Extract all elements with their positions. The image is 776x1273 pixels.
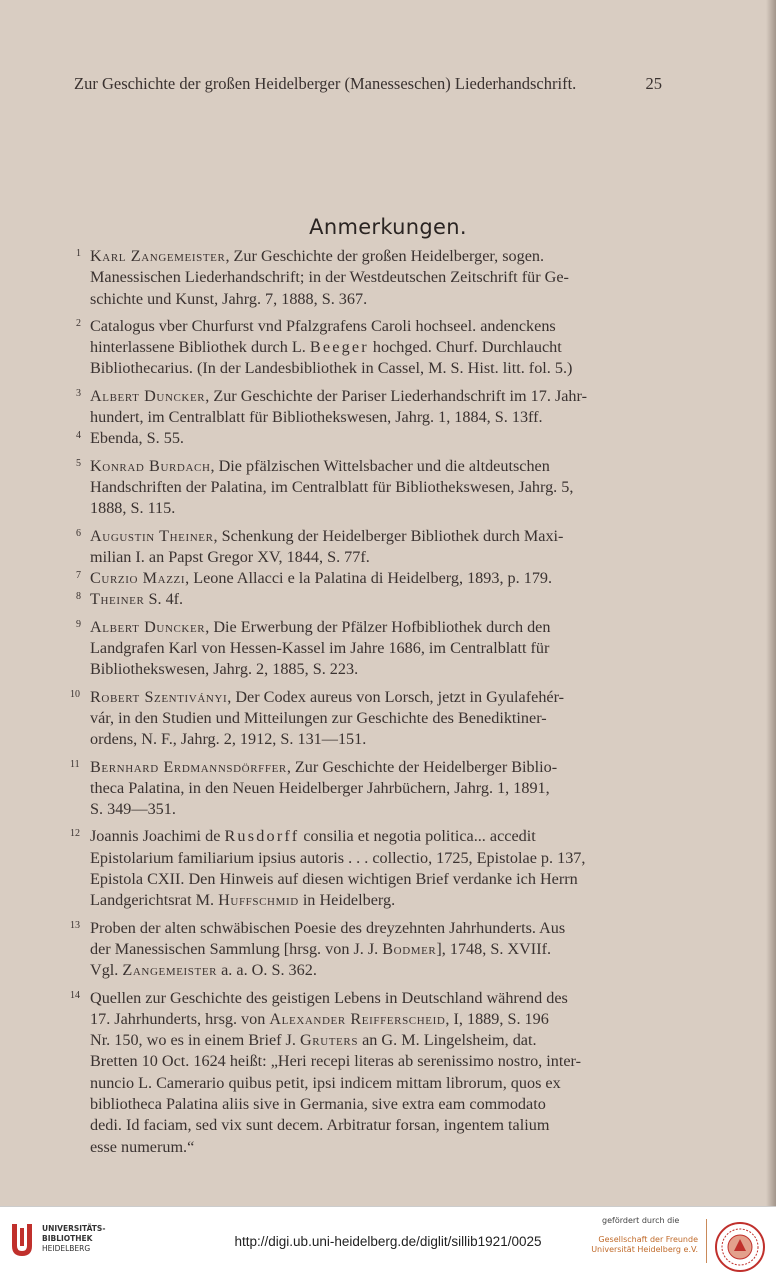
author-name: Huffschmid	[218, 891, 299, 910]
note-11	[70, 757, 656, 821]
note-line: Landgrafen Karl von Hessen-Kassel im Jahre 1686, im Centralblatt für	[90, 639, 550, 658]
note-number: 14	[70, 989, 80, 1001]
note-9	[76, 617, 656, 681]
note-line: Albert Duncker, Zur Geschichte der Pariser Liederhandschrift im 17. Jahr-	[90, 386, 587, 405]
sponsor-name-line: Gesellschaft der Freunde	[598, 1235, 698, 1244]
note-number: 13	[70, 919, 80, 931]
note-3	[76, 386, 656, 429]
note-line: vár, in den Studien und Mitteilungen zur Geschichte des Benediktiner-	[90, 708, 547, 727]
sponsor-name	[588, 1235, 698, 1255]
note-5	[76, 456, 656, 520]
note-number: 2	[76, 317, 81, 329]
note-number: 4	[76, 430, 81, 442]
note-line: bibliotheca Palatina aliis sive in Germania, sive extra eam commodato	[90, 1094, 546, 1113]
note-number: 1	[76, 248, 81, 259]
note-line: hinterlassene Bibliothek durch L. Beeger hochged. Churf. Durchlaucht	[90, 338, 562, 357]
footer-divider	[706, 1219, 707, 1263]
author-name: Augustin Theiner	[90, 526, 214, 545]
note-line: 1888, S. 115.	[90, 499, 176, 518]
note-line: theca Palatina, in den Neuen Heidelberger Jahrbüchern, Jahrg. 1, 1891,	[90, 778, 550, 797]
sponsor-name-line: Universität Heidelberg e.V.	[591, 1245, 698, 1254]
note-line: Proben der alten schwäbischen Poesie des dreyzehnten Jahrhunderts. Aus	[90, 918, 566, 937]
author-name: Bodmer	[382, 939, 437, 958]
note-4	[76, 428, 656, 449]
note-number: 7	[76, 570, 81, 582]
note-line: Karl Zangemeister, Zur Geschichte der großen Heidelberger, sogen.	[90, 247, 545, 265]
note-number: 3	[76, 387, 81, 399]
note-line: Bibliothecarius. (In der Landesbibliothek in Cassel, M. S. Hist. litt. fol. 5.)	[90, 359, 573, 378]
section-heading: Anmerkungen.	[309, 215, 467, 239]
note-line: dedi. Id faciam, sed vix sunt decem. Arbitratur forsan, ingentem talium	[90, 1116, 550, 1135]
author-name: Gruters	[299, 1031, 359, 1050]
note-line: Vgl. Zangemeister a. a. O. S. 362.	[90, 961, 317, 980]
footnotes	[70, 246, 656, 1158]
note-line: Theiner S. 4f.	[90, 590, 184, 609]
author-name: Alexander Reifferscheid	[269, 1009, 446, 1028]
page-number: 25	[645, 74, 662, 93]
author-name: Albert Duncker	[90, 617, 206, 636]
note-line: ordens, N. F., Jahrg. 2, 1912, S. 131—151.	[90, 730, 367, 749]
author-name: Bernhard Erdmannsdörffer	[90, 757, 287, 776]
library-name-line: UNIVERSITÄTS-	[42, 1224, 106, 1233]
running-head	[74, 74, 662, 94]
running-head-title: Zur Geschichte der großen Heidelberger (Manesseschen) Liederhandschrift.	[74, 74, 577, 93]
author-name: Robert Szentiványi	[90, 687, 228, 706]
note-line: schichte und Kunst, Jahrg. 7, 1888, S. 367.	[90, 289, 368, 308]
note-line: Albert Duncker, Die Erwerbung der Pfälzer Hofbibliothek durch den	[90, 617, 551, 636]
spaced-name: Rusdorff	[224, 827, 300, 846]
note-line: Robert Szentiványi, Der Codex aureus von Lorsch, jetzt in Gyulafehér-	[90, 687, 565, 706]
note-14	[70, 988, 656, 1158]
note-line: Epistolarium familiarium ipsius autoris . . . collectio, 1725, Epistolae p. 137,	[90, 848, 586, 867]
note-line: hundert, im Centralblatt für Bibliothekswesen, Jahrg. 1, 1884, S. 13ff.	[90, 408, 543, 427]
note-line: esse numerum.“	[90, 1137, 195, 1156]
note-number: 6	[76, 527, 81, 539]
note-number: 5	[76, 457, 81, 469]
note-12	[70, 826, 656, 911]
spaced-name: Beeger	[309, 338, 369, 357]
permalink-url[interactable]: http://digi.ub.uni-heidelberg.de/diglit/sillib1921/0025	[234, 1234, 542, 1249]
note-line: Manessischen Liederhandschrift; in der Westdeutschen Zeitschrift für Ge-	[90, 268, 569, 287]
note-line: milian I. an Papst Gregor XV, 1844, S. 77f.	[90, 547, 370, 566]
note-6	[76, 526, 656, 569]
note-line: Bernhard Erdmannsdörffer, Zur Geschichte der Heidelberger Biblio-	[90, 757, 558, 776]
note-7	[76, 568, 656, 589]
note-line: Handschriften der Palatina, im Centralblatt für Bibliothekswesen, Jahrg. 5,	[90, 477, 574, 496]
note-line: Catalogus vber Churfurst vnd Pfalzgrafens Caroli hochseel. andenckens	[90, 316, 556, 335]
note-line: Landgerichtsrat M. Huffschmid in Heidelberg.	[90, 891, 396, 910]
author-name: Curzio Mazzi	[90, 569, 186, 588]
note-number: 10	[70, 688, 80, 700]
note-line: der Manessischen Sammlung [hrsg. von J. J. Bodmer], 1748, S. XVIIf.	[90, 939, 552, 958]
author-name: Karl Zangemeister	[90, 247, 226, 265]
note-1	[76, 246, 656, 310]
note-line: Bretten 10 Oct. 1624 heißt: „Heri recepi literas ab serenissimo nostro, inter-	[90, 1052, 581, 1071]
library-name-line: HEIDELBERG	[42, 1244, 91, 1253]
note-line: 17. Jahrhunderts, hrsg. von Alexander Reifferscheid, I, 1889, S. 196	[90, 1009, 549, 1028]
note-number: 8	[76, 591, 81, 603]
note-8	[76, 589, 656, 610]
author-name: Theiner	[90, 590, 145, 609]
university-seal-icon	[714, 1221, 766, 1273]
note-number: 9	[76, 618, 81, 630]
note-number: 11	[70, 758, 80, 770]
note-13	[70, 918, 656, 982]
note-number: 12	[70, 828, 80, 840]
note-10	[70, 687, 656, 751]
author-name: Zangemeister	[122, 961, 218, 980]
author-name: Albert Duncker	[90, 386, 206, 405]
note-2	[76, 316, 656, 380]
note-line: Nr. 150, wo es in einem Brief J. Gruters an G. M. Lingelsheim, dat.	[90, 1031, 537, 1050]
note-line: Ebenda, S. 55.	[90, 429, 184, 448]
note-line: Augustin Theiner, Schenkung der Heidelberger Bibliothek durch Maxi-	[90, 526, 564, 545]
note-line: Konrad Burdach, Die pfälzischen Wittelsbacher und die altdeutschen	[90, 456, 550, 475]
viewer-footer	[0, 1206, 776, 1273]
note-line: Bibliothekswesen, Jahrg. 2, 1885, S. 223.	[90, 660, 359, 679]
note-line: nuncio L. Camerario quibus petit, ipsi indicem mittam librorum, quos ex	[90, 1073, 561, 1092]
sponsor-label: gefördert durch die	[602, 1216, 680, 1225]
library-name-line: BIBLIOTHEK	[42, 1234, 93, 1243]
note-line: Epistola CXII. Den Hinweis auf diesen wichtigen Brief verdanke ich Herrn	[90, 870, 578, 889]
note-line: Quellen zur Geschichte des geistigen Lebens in Deutschland während des	[90, 988, 568, 1007]
note-line: Joannis Joachimi de Rusdorff consilia et negotia politica... accedit	[90, 827, 536, 846]
note-line: Curzio Mazzi, Leone Allacci e la Palatina di Heidelberg, 1893, p. 179.	[90, 569, 553, 588]
note-line: S. 349—351.	[90, 800, 176, 819]
author-name: Konrad Burdach	[90, 456, 211, 475]
